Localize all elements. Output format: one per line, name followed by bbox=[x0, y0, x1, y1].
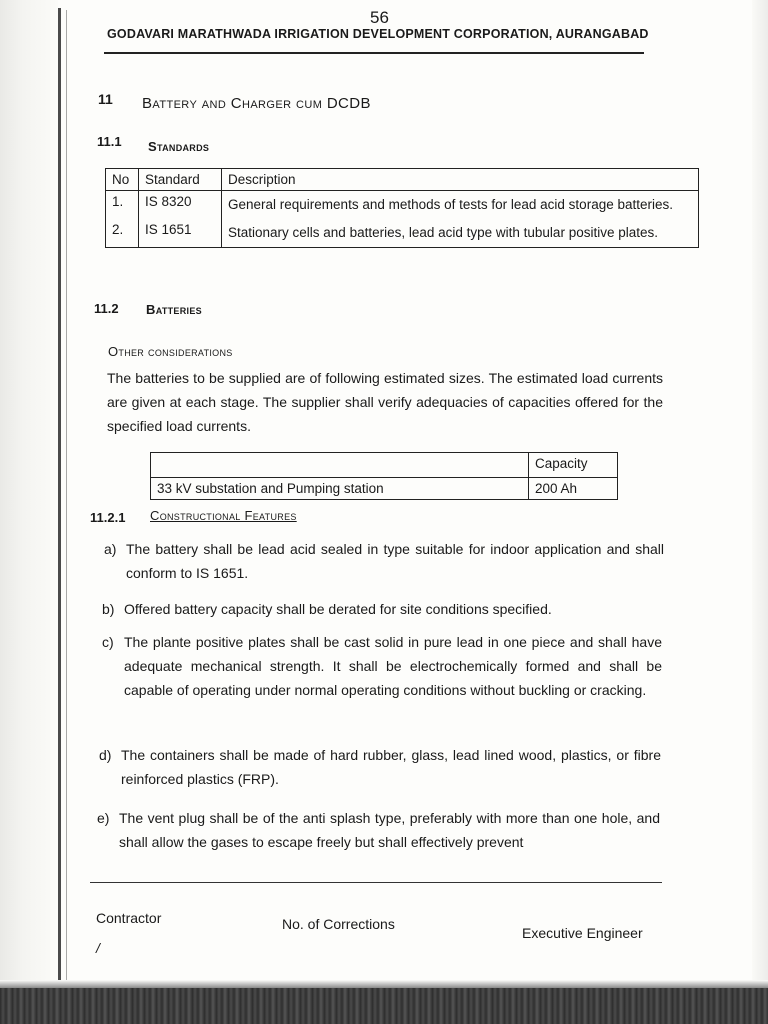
col-header-description: Description bbox=[222, 169, 699, 191]
scan-bottom-shadow bbox=[0, 980, 768, 988]
standards-header-row bbox=[106, 169, 699, 191]
item-label: a) bbox=[104, 541, 117, 557]
capacity-header: Capacity bbox=[529, 453, 618, 478]
section-number: 11 bbox=[98, 91, 113, 107]
item-text: The containers shall be made of hard rubber, glass, lead lined wood, plastics, or fibre reinforced plastics (FRP). bbox=[121, 747, 661, 787]
table-row bbox=[151, 478, 618, 500]
header-organization: GODAVARI MARATHWADA IRRIGATION DEVELOPMENT CORPORATION, AURANGABAD bbox=[107, 27, 649, 41]
row-standard: IS 8320 bbox=[139, 191, 222, 220]
footer-engineer: Executive Engineer bbox=[522, 925, 643, 941]
footer-corrections: No. of Corrections bbox=[282, 916, 395, 932]
standards-number: 11.1 bbox=[97, 134, 122, 149]
capacity-header-row bbox=[151, 453, 618, 478]
row-no: 2. bbox=[106, 219, 139, 248]
scan-right-edge bbox=[752, 0, 768, 1024]
item-label: c) bbox=[102, 634, 114, 650]
constructional-title: Constructional Features bbox=[150, 508, 297, 523]
item-label: d) bbox=[99, 747, 112, 763]
item-text: The battery shall be lead acid sealed in type suitable for indoor application and shall conform to IS 1651. bbox=[126, 541, 664, 581]
footer-rule bbox=[90, 882, 662, 883]
standards-title: Standards bbox=[148, 139, 210, 154]
row-description: General requirements and methods of tests for lead acid storage batteries. bbox=[222, 191, 699, 220]
col-header-standard: Standard bbox=[139, 169, 222, 191]
header-rule bbox=[104, 52, 644, 54]
scan-left-margin bbox=[0, 0, 58, 1024]
table-row bbox=[106, 219, 699, 248]
section-title: Battery and Charger cum DCDB bbox=[142, 95, 371, 112]
batteries-title: Batteries bbox=[146, 302, 202, 317]
item-text: The vent plug shall be of the anti splash type, preferably with more than one hole, and shall allow the gases to escape freely but shall effectively prevent bbox=[119, 810, 660, 850]
batteries-number: 11.2 bbox=[94, 301, 119, 316]
other-considerations-heading: Other considerations bbox=[108, 344, 233, 359]
footer-mark: / bbox=[96, 940, 100, 956]
standards-table bbox=[105, 168, 699, 248]
col-header-no: No bbox=[106, 169, 139, 191]
row-no: 1. bbox=[106, 191, 139, 220]
footer-contractor: Contractor bbox=[96, 910, 162, 926]
item-text: The plante positive plates shall be cast solid in pure lead in one piece and shall have adequate mechanical strength. It shall be electrochemically formed and shall be capable of operating under normal operating conditions without buckling or cracking. bbox=[124, 634, 662, 698]
item-label: e) bbox=[97, 810, 110, 826]
capacity-row-label: 33 kV substation and Pumping station bbox=[151, 478, 529, 500]
row-standard: IS 1651 bbox=[139, 219, 222, 248]
batteries-paragraph: The batteries to be supplied are of following estimated sizes. The estimated load currents are given at each stage. The supplier shall verify adequacies of capacities offered for the specified load currents. bbox=[107, 370, 663, 434]
row-description: Stationary cells and batteries, lead acid type with tubular positive plates. bbox=[222, 219, 699, 248]
binding-edge-secondary bbox=[66, 10, 67, 1000]
table-row bbox=[106, 191, 699, 220]
capacity-header-blank bbox=[151, 453, 529, 478]
item-text: Offered battery capacity shall be derated for site conditions specified. bbox=[124, 601, 552, 617]
scan-bottom-band bbox=[0, 988, 768, 1024]
capacity-table bbox=[150, 452, 618, 500]
capacity-row-value: 200 Ah bbox=[529, 478, 618, 500]
item-label: b) bbox=[102, 601, 115, 617]
constructional-number: 11.2.1 bbox=[90, 510, 126, 525]
page-number: 56 bbox=[370, 8, 389, 27]
binding-edge bbox=[58, 8, 61, 1008]
